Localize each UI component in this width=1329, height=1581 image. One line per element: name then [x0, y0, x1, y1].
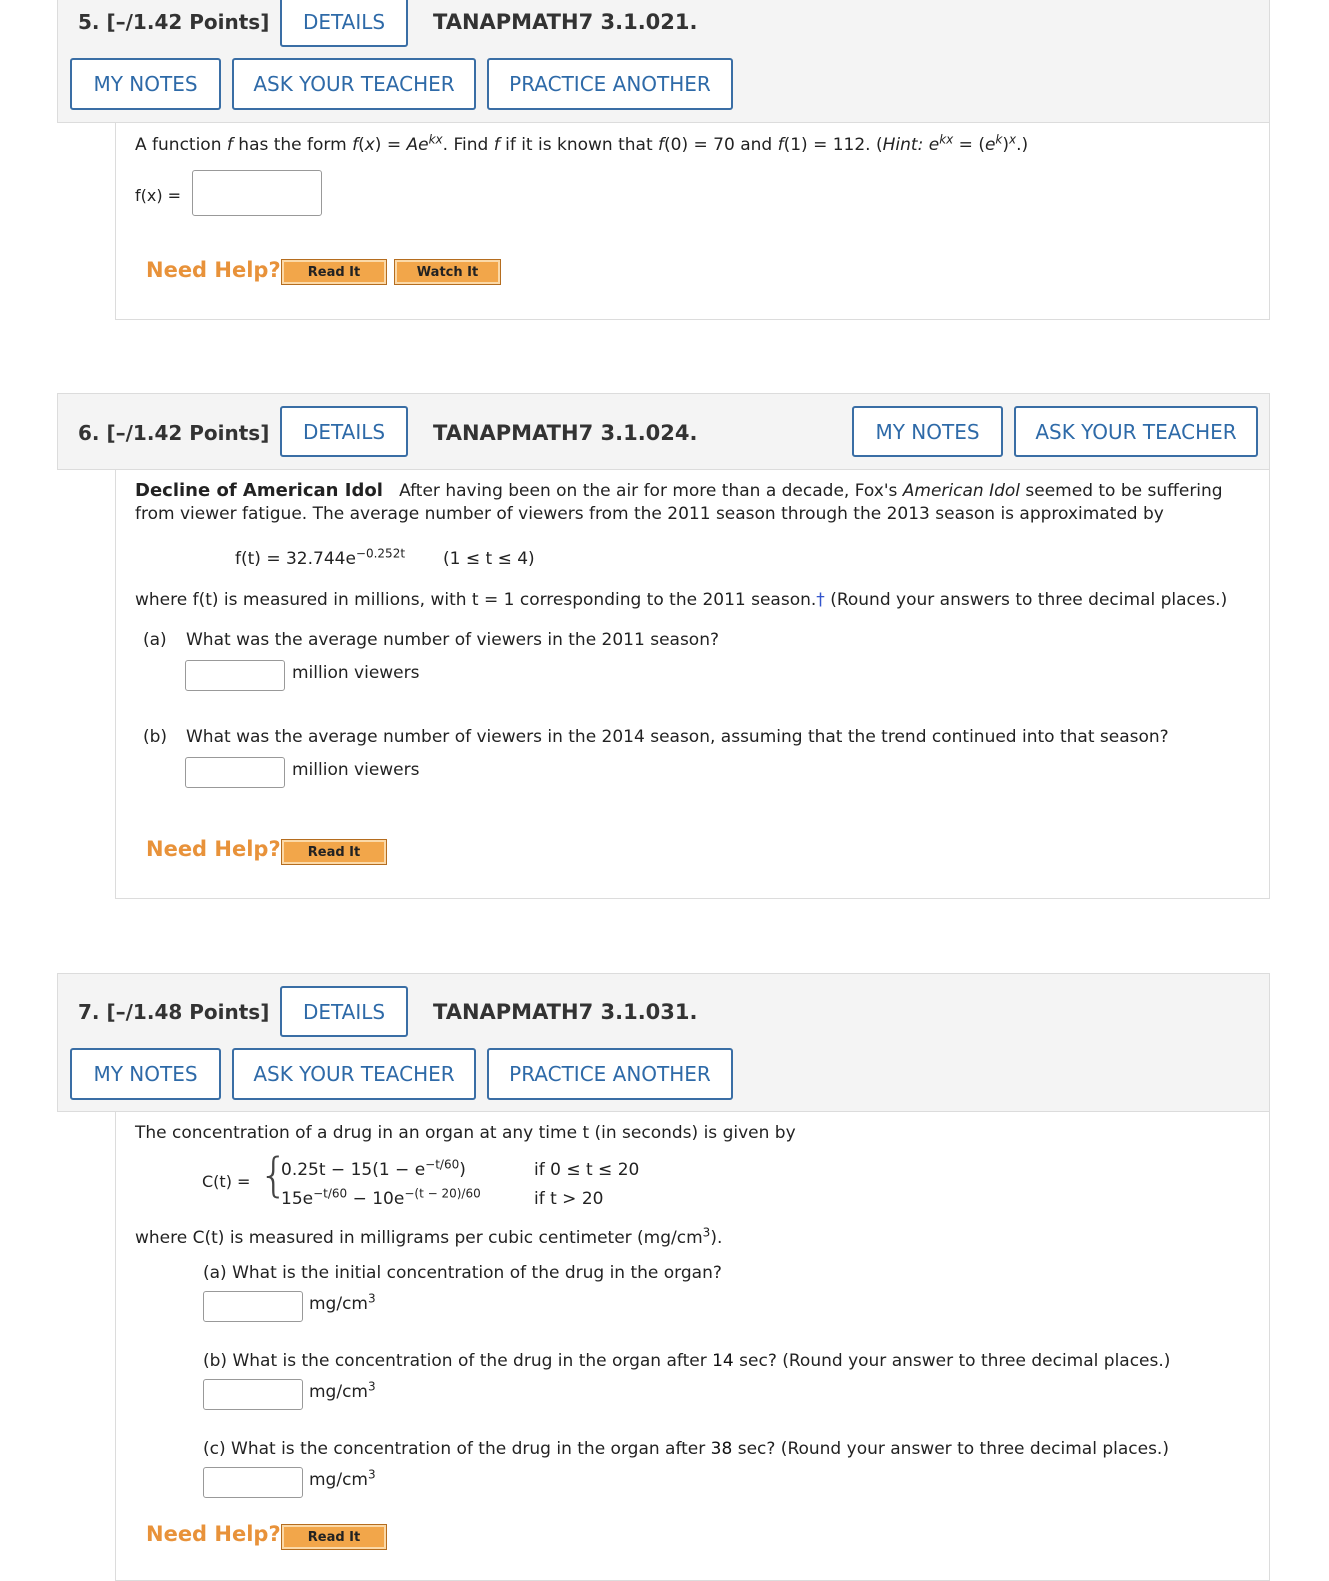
q5-my-notes-button[interactable]: MY NOTES — [70, 58, 221, 110]
q5-points: [–/1.42 Points] — [106, 10, 270, 34]
q7-code: TANAPMATH7 3.1.031. — [433, 1000, 698, 1024]
q7-case2-exp1: −t/60 — [313, 1186, 348, 1201]
q6-part-a-unit: million viewers — [292, 663, 420, 683]
q6-title: Decline of American Idol — [135, 480, 383, 501]
q5-prompt-part: if it is known that — [499, 135, 659, 155]
q7-case1 — [281, 1157, 466, 1180]
q6-number-points — [78, 421, 269, 445]
q7-lhs: C(t) = — [202, 1172, 251, 1191]
q6-intro-line1 — [135, 480, 1223, 501]
q6-need-help: Need Help? — [146, 837, 281, 861]
q6-part-a-label: (a) — [143, 630, 167, 650]
q7-case1-cond: if 0 ≤ t ≤ 20 — [534, 1160, 640, 1180]
q6-dagger-link[interactable]: † — [816, 590, 825, 610]
q5-prompt-part: . Find — [442, 135, 494, 155]
q5-practice-another-button[interactable]: PRACTICE ANOTHER — [487, 58, 733, 110]
q7-part-b-post: sec? (Round your answer to three decimal places.) — [733, 1351, 1171, 1371]
q5-read-it-button[interactable]: Read It — [281, 259, 387, 285]
q7-practice-another-button[interactable]: PRACTICE ANOTHER — [487, 1048, 733, 1100]
q5-prompt-part: = 112. ( — [807, 135, 883, 155]
q7-where — [135, 1225, 723, 1248]
q7-case2-b: − 10e — [347, 1189, 405, 1209]
q5-f-var: f — [226, 135, 233, 155]
q5-hint-label: Hint: — [882, 135, 924, 155]
q6-part-b-unit: million viewers — [292, 760, 420, 780]
q7-number: 7. — [78, 1000, 100, 1024]
q6-formula-exp: −0.252t — [355, 546, 406, 561]
q7-ask-teacher-button[interactable]: ASK YOUR TEACHER — [232, 1048, 476, 1100]
q6-ask-teacher-button[interactable]: ASK YOUR TEACHER — [1014, 406, 1258, 457]
q7-details-button[interactable]: DETAILS — [280, 986, 408, 1037]
q7-part-c-num: 38 — [710, 1439, 733, 1459]
q7-my-notes-button[interactable]: MY NOTES — [70, 1048, 221, 1100]
q7-unit-text: mg/cm — [309, 1294, 368, 1314]
q6-part-b-label: (b) — [143, 727, 168, 747]
q7-part-a: (a) What is the initial concentration of the drug in the organ? — [203, 1263, 722, 1283]
q5-answer-input[interactable] — [192, 170, 322, 216]
q7-case2 — [281, 1186, 481, 1209]
q6-intro-a: After having been on the air for more than a decade, Fox's — [399, 481, 903, 501]
q7-case1-expr: 0.25t − 15(1 − e — [281, 1160, 426, 1180]
q7-unit-text: mg/cm — [309, 1382, 368, 1402]
q7-part-b — [203, 1351, 1170, 1371]
q7-part-c-input[interactable] — [203, 1467, 303, 1498]
q6-part-b-input[interactable] — [185, 757, 285, 788]
q7-part-b-unit — [309, 1379, 376, 1402]
q5-prompt-part: has the form — [232, 135, 353, 155]
q7-part-a-unit — [309, 1291, 376, 1314]
q7-case2-a: 15e — [281, 1189, 314, 1209]
q7-part-b-pre: (b) What is the concentration of the drug in the organ after — [203, 1351, 713, 1371]
q7-case2-cond: if t > 20 — [534, 1189, 604, 1209]
q7-need-help: Need Help? — [146, 1522, 281, 1546]
q5-number-points — [78, 10, 269, 34]
q6-where-text: where f(t) is measured in millions, with t = 1 corresponding to the 2011 season. — [135, 590, 817, 610]
q7-unit-sup: 3 — [368, 1467, 376, 1482]
q6-points: [–/1.42 Points] — [106, 421, 270, 445]
q6-show-name: American Idol — [902, 481, 1020, 501]
q6-number: 6. — [78, 421, 100, 445]
q6-intro-b: seemed to be suffering — [1020, 481, 1223, 501]
q5-prompt: A function f has the form $f(x) = Ae^{kx}$. Find f if it is known that f(0) = 70 and f(1) = 112. (Hint: $e^{kx} = (e^k)^x$.) — [135, 132, 1029, 155]
q5-prompt-part: A function — [135, 135, 227, 155]
q7-read-it-button[interactable]: Read It — [281, 1524, 387, 1550]
q5-number: 5. — [78, 10, 100, 34]
q7-brace: { — [259, 1148, 289, 1202]
q7-where-text: where C(t) is measured in milligrams per cubic centimeter (mg/cm — [135, 1228, 703, 1248]
q6-my-notes-button[interactable]: MY NOTES — [852, 406, 1003, 457]
q7-part-c — [203, 1439, 1169, 1459]
q6-read-it-button[interactable]: Read It — [281, 839, 387, 865]
q7-part-c-unit — [309, 1467, 376, 1490]
q7-part-a-input[interactable] — [203, 1291, 303, 1322]
q5-watch-it-button[interactable]: Watch It — [394, 259, 501, 285]
q7-where-sup: 3 — [702, 1225, 711, 1240]
q6-formula-domain: (1 ≤ t ≤ 4) — [443, 549, 535, 569]
q7-case1-close: ) — [459, 1160, 466, 1180]
q5-prompt-part: = 70 and — [688, 135, 778, 155]
q6-details-button[interactable]: DETAILS — [280, 406, 408, 457]
q5-ask-teacher-button[interactable]: ASK YOUR TEACHER — [232, 58, 476, 110]
q7-unit-sup: 3 — [368, 1379, 376, 1394]
q6-part-b-text: What was the average number of viewers in the 2014 season, assuming that the trend continued into that season? — [186, 727, 1169, 747]
q7-case2-exp2: −(t − 20)/60 — [404, 1186, 481, 1201]
q7-part-c-post: sec? (Round your answer to three decimal places.) — [732, 1439, 1169, 1459]
q7-part-c-pre: (c) What is the concentration of the drug in the organ after — [203, 1439, 711, 1459]
q7-intro: The concentration of a drug in an organ at any time t (in seconds) is given by — [135, 1123, 796, 1143]
q7-part-b-input[interactable] — [203, 1379, 303, 1410]
q5-answer-label: f(x) = — [135, 186, 182, 205]
q6-round-note: (Round your answers to three decimal places.) — [824, 590, 1228, 610]
q7-where-close: ). — [710, 1228, 723, 1248]
q6-code: TANAPMATH7 3.1.024. — [433, 421, 698, 445]
q5-code: TANAPMATH7 3.1.021. — [433, 10, 698, 34]
q5-need-help: Need Help? — [146, 258, 281, 282]
q6-part-a-input[interactable] — [185, 660, 285, 691]
q6-intro-line2: from viewer fatigue. The average number of viewers from the 2011 season through the 2013 season is approximated by — [135, 504, 1164, 524]
q7-unit-sup: 3 — [368, 1291, 376, 1306]
q7-number-points — [78, 1000, 269, 1024]
q7-points: [–/1.48 Points] — [106, 1000, 270, 1024]
q6-part-a-text: What was the average number of viewers in the 2011 season? — [186, 630, 720, 650]
q5-details-button[interactable]: DETAILS — [280, 0, 408, 47]
q7-part-b-num: 14 — [712, 1351, 734, 1371]
q6-formula-lhs: f(t) = 32.744e — [235, 549, 356, 569]
q6-formula — [235, 546, 406, 569]
q7-unit-text: mg/cm — [309, 1470, 368, 1490]
q6-where — [135, 590, 1227, 610]
q6-body — [115, 470, 1270, 899]
q7-case1-exp: −t/60 — [425, 1157, 460, 1172]
